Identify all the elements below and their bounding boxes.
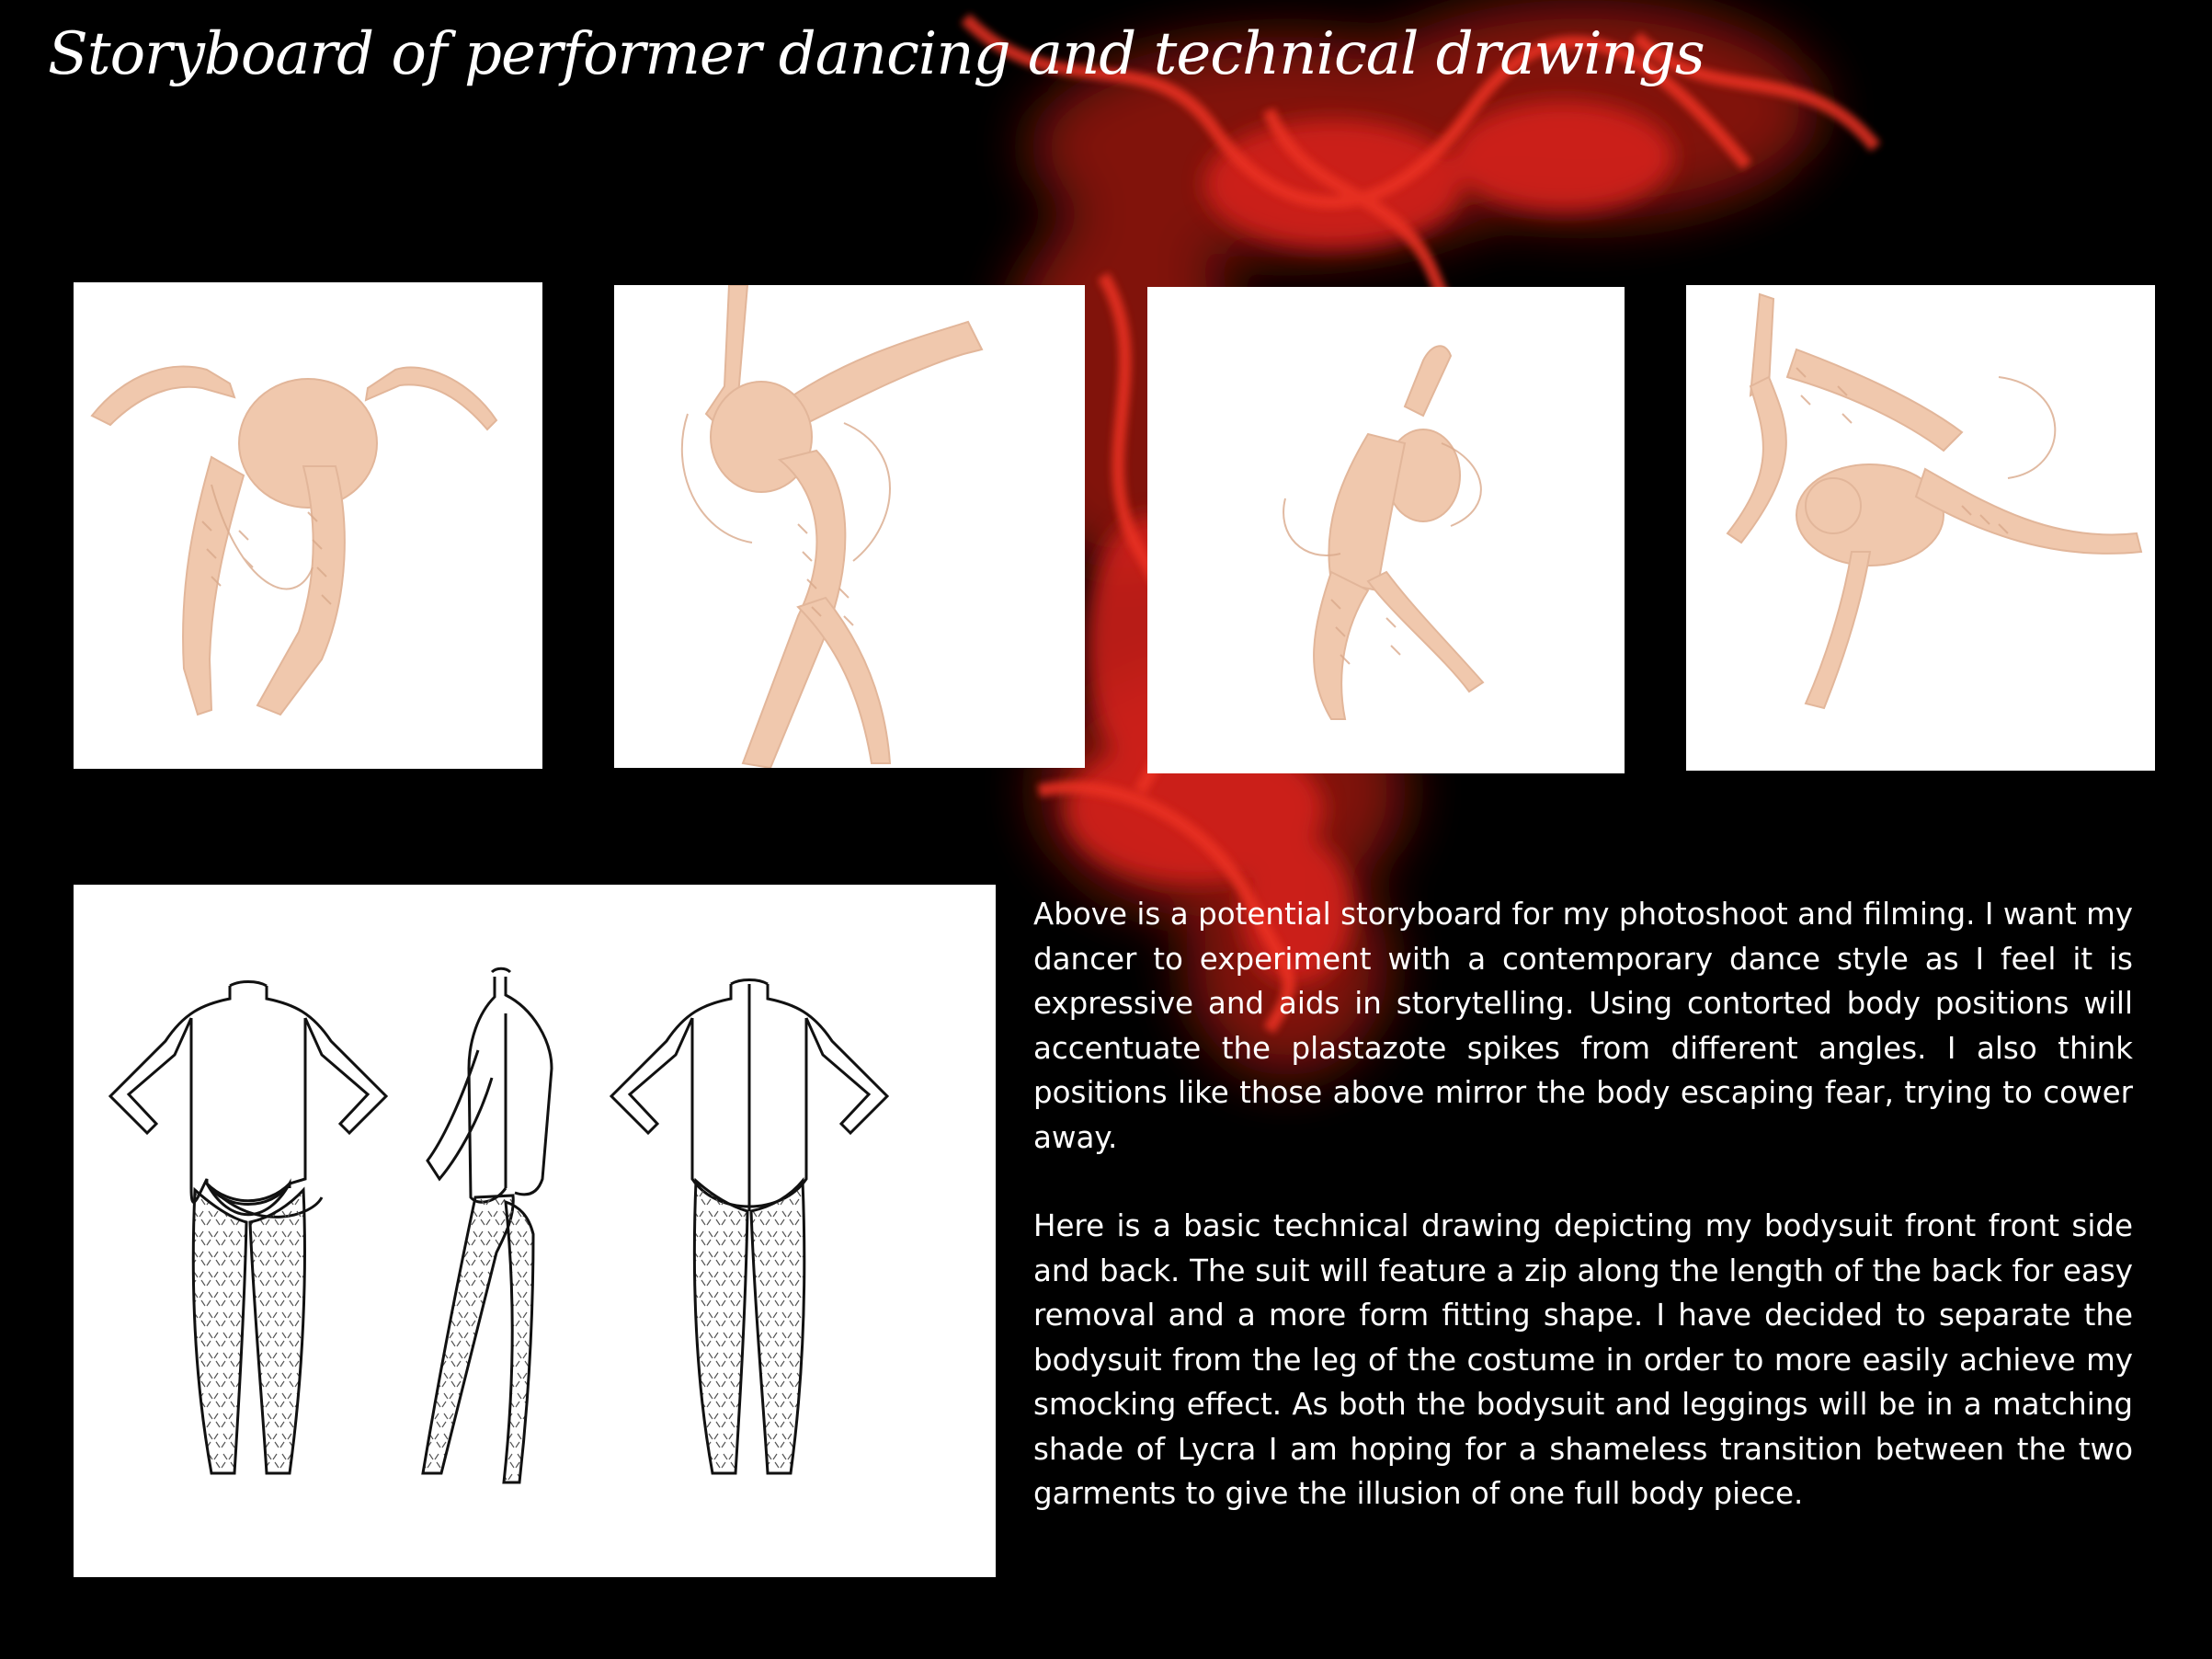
side-view [428, 968, 552, 1202]
dancer-figure-3 [1147, 287, 1625, 773]
storyboard-panel-1 [74, 282, 542, 769]
dancer-figure-4 [1686, 285, 2155, 771]
dancer-figure-2 [614, 285, 1085, 768]
back-view [611, 980, 887, 1212]
front-view [110, 982, 386, 1218]
storyboard-panel-2 [614, 285, 1085, 768]
technical-drawing-panel [74, 885, 996, 1577]
bodysuit-technical-drawing [74, 885, 996, 1577]
description-text [1033, 892, 2133, 1561]
page-title: Storyboard of performer dancing and technical drawings [48, 20, 1705, 88]
description-paragraph-1: Above is a potential storyboard for my photoshoot and filming. I want my dancer to experiment with a contemporary dance style as I feel it is expressive and aids in storytelling. Using contorted body positions will accentuate the plastazote spikes from different angles. I also think positions like those above mirror the body escaping fear, trying to cower away. [1033, 897, 2133, 1155]
description-paragraph-2: Here is a basic technical drawing depicting my bodysuit front front side and back. The suit will feature a zip along the length of the back for easy removal and a more form fitting shape. I have decided to separate the bodysuit from the leg of the costume in order to more easily achieve my smocking effect. As both the bodysuit and leggings will be in a matching shade of Lycra I am hoping for a shameless transition between the two garments to give the illusion of one full body piece. [1033, 1208, 2133, 1511]
storyboard-panel-4 [1686, 285, 2155, 771]
dancer-figure-1 [74, 282, 542, 769]
storyboard-panel-3 [1147, 287, 1625, 773]
